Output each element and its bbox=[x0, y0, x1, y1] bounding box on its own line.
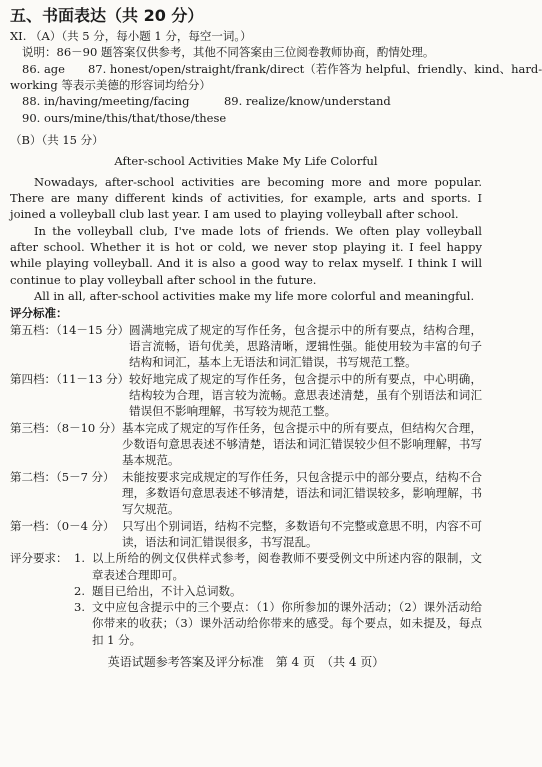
requirement-text: 题目已给出，不计入总词数。 bbox=[92, 583, 242, 598]
band-description: 较好地完成了规定的写作任务，包含提示中的所有要点，中心明确，结构较为合理，语言较为流畅。意思表述清楚，虽有个别语法和词汇错误但不影响理解，书写较为规范工整。 bbox=[129, 371, 482, 419]
section-title: 五、书面表达（共 20 分） bbox=[10, 6, 204, 25]
band-label: 第二档：（5－7 分） bbox=[10, 469, 115, 484]
part-b-header: （B）（共 15 分） bbox=[10, 132, 104, 147]
requirement-item bbox=[74, 583, 482, 599]
band-label: 第四档：（11－13 分） bbox=[10, 371, 130, 386]
essay-paragraph: Nowadays, after-school activities are becoming more and more popular. There are many different kinds of activities, for example, arts and sports. I joined a volleyball club last year. I am used to playing volleyball after school. bbox=[10, 174, 482, 222]
band-label: 第一档：（0－4 分） bbox=[10, 518, 115, 533]
band-row bbox=[10, 322, 482, 371]
requirement-item bbox=[74, 599, 482, 648]
requirement-number: 1. bbox=[74, 551, 85, 566]
answers-88-89: 88. in/having/meeting/facing 89. realize/know/understand bbox=[22, 94, 391, 109]
answer-90: 90. ours/mine/this/that/those/these bbox=[22, 110, 227, 125]
part-a-note: 说明：86－90 题答案仅供参考，其他不同答案由三位阅卷教师协商，酌情处理。 bbox=[22, 45, 435, 60]
requirement-number: 3. bbox=[74, 600, 85, 615]
band-description: 只写出个别词语，结构不完整，多数语句不完整或意思不明，内容不可读，语法和词汇错误很多，书写混乱。 bbox=[122, 518, 482, 549]
band-label: 第三档：（8－10 分） bbox=[10, 420, 122, 435]
answers-87-continued: working 等表示美德的形容词均给分） bbox=[10, 77, 211, 92]
essay-title: After-school Activities Make My Life Colorful bbox=[114, 154, 378, 169]
band-row bbox=[10, 469, 482, 518]
requirement-text: 文中应包含提示中的三个要点：（1）你所参加的课外活动；（2）课外活动给你带来的收获；（3）课外活动给你带来的感受。每个要点，如未提及，每点扣 1 分。 bbox=[92, 600, 482, 647]
band-row bbox=[10, 420, 482, 469]
essay-paragraph: In the volleyball club, I've made lots of friends. We often play volleyball after school. Whether it is hot or cold, we never stop playing it. I feel happy while playing volleyball. And it is also a good way to relax myself. I think I will continue to play volleyball after school in the future. bbox=[10, 223, 482, 287]
answers-86-87: 86. age 87. honest/open/straight/frank/direct（若作答为 helpful、friendly、kind、hard- bbox=[22, 61, 542, 76]
part-a-header: XI. （A）（共 5 分，每小题 1 分，每空一词。） bbox=[10, 29, 252, 43]
requirements-label: 评分要求： bbox=[10, 551, 68, 566]
requirement-number: 2. bbox=[74, 583, 85, 598]
band-label: 第五档：（14－15 分） bbox=[10, 322, 130, 337]
band-row bbox=[10, 371, 482, 420]
band-description: 基本完成了规定的写作任务，包含提示中的所有要点，但结构欠合理，少数语句意思表述不够清楚，语法和词汇错误较少但不影响理解，书写基本规范。 bbox=[122, 420, 482, 468]
criteria-heading: 评分标准： bbox=[10, 306, 68, 321]
page-footer: 英语试题参考答案及评分标准 第 4 页 （共 4 页） bbox=[107, 655, 385, 670]
band-description: 圆满地完成了规定的写作任务，包含提示中的所有要点，结构合理，语言流畅，语句优美，思路清晰，逻辑性强。能使用较为丰富的句子结构和词汇，基本上无语法和词汇错误，书写规范工整。 bbox=[129, 322, 482, 370]
requirements-block bbox=[10, 550, 482, 648]
band-row bbox=[10, 518, 482, 551]
requirement-text: 以上所给的例文仅供样式参考，阅卷教师不要受例文中所述内容的限制，文章表述合理即可。 bbox=[92, 551, 482, 582]
band-description: 未能按要求完成规定的写作任务，只包含提示中的部分要点，结构不合理，多数语句意思表述不够清楚，语法和词汇错误较多，影响理解，书写欠规范。 bbox=[122, 469, 482, 517]
essay-paragraph: All in all, after-school activities make my life more colorful and meaningful. bbox=[34, 288, 475, 303]
requirement-item bbox=[74, 550, 482, 583]
